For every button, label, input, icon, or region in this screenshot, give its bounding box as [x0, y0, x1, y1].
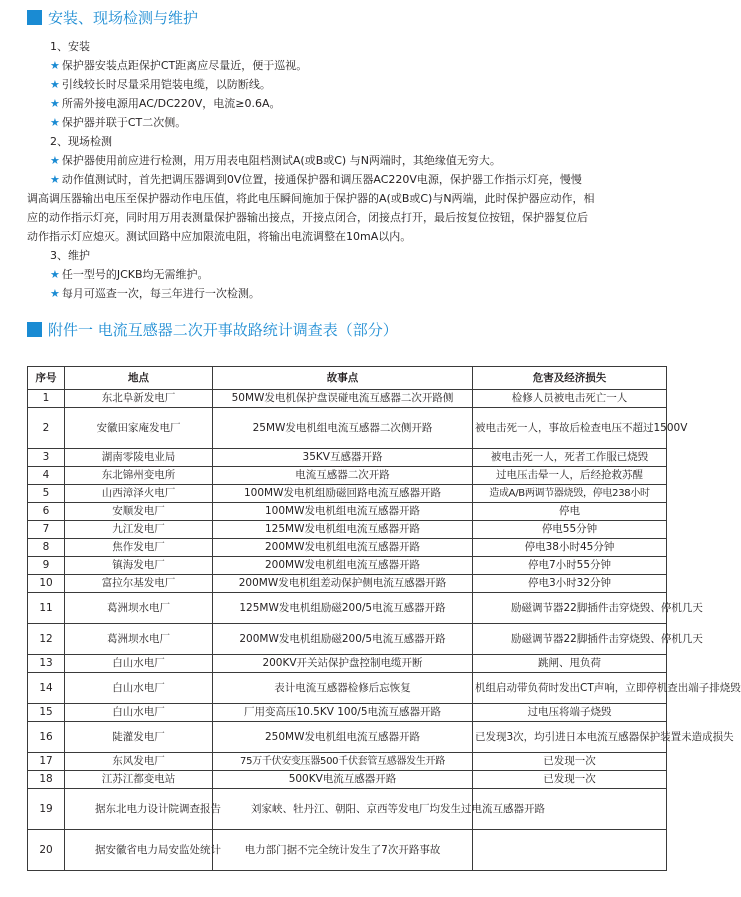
cell-loss: 跳闸、甩负荷 — [473, 655, 667, 673]
cell-no: 20 — [28, 830, 65, 871]
table-row — [28, 467, 667, 485]
cell-loss: 过电压将端子烧毁 — [473, 704, 667, 722]
cell-fault: 200MW发电机组差动保护侧电流互感器开路 — [213, 575, 473, 593]
cell-place: 东北锦州变电所 — [65, 467, 213, 485]
cell-no: 18 — [28, 771, 65, 789]
fault-statistics-table — [27, 366, 741, 871]
cell-fault: 125MW发电机组励磁200/5电流互感器开路 — [213, 593, 473, 624]
cell-fault: 刘家峡、牡丹江、朝阳、京西等发电厂均发生过电流互感器开路 — [213, 789, 473, 830]
cell-place: 镇海发电厂 — [65, 557, 213, 575]
header-loss: 危害及经济损失 — [473, 367, 667, 390]
cell-loss: 已发现一次 — [473, 771, 667, 789]
test-item: ★ 保护器使用前应进行检测，用万用表电阻档测试A(或B或C) 与N两端时，其绝缘值无穷大。 — [50, 154, 501, 167]
cell-place: 江苏江都变电站 — [65, 771, 213, 789]
cell-fault: 200MW发电机组励磁200/5电流互感器开路 — [213, 624, 473, 655]
cell-loss: 停电38小时45分钟 — [473, 539, 667, 557]
cell-fault: 200KV开关站保护盘控制电缆开断 — [213, 655, 473, 673]
table-row — [28, 722, 667, 753]
test-paragraph-line: 调高调压器输出电压至保护器动作电压值，将此电压瞬间施加于保护器的A(或B或C)与N两端，此时保护器应动作，相 — [27, 192, 595, 205]
table-row — [28, 521, 667, 539]
install-item: ★ 所需外接电源用AC/DC220V，电流≥0.6A。 — [50, 97, 281, 110]
cell-loss: 已发现一次 — [473, 753, 667, 771]
cell-no: 1 — [28, 390, 65, 408]
test-paragraph-line: ★ 动作值测试时，首先把调压器调到0V位置，接通保护器和调压器AC220V电源，保护器工作指示灯亮，慢慢 — [50, 173, 582, 186]
test-paragraph-line: 动作指示灯应熄灭。测试回路中应加限流电阻，将输出电流调整在10mA以内。 — [27, 230, 412, 243]
cell-no: 3 — [28, 449, 65, 467]
table-row — [28, 753, 667, 771]
table-row — [28, 390, 667, 408]
section-square-icon — [27, 322, 42, 337]
cell-place: 安徽田家庵发电厂 — [65, 408, 213, 449]
section-heading-appendix — [27, 318, 398, 340]
cell-no: 17 — [28, 753, 65, 771]
cell-fault: 500KV电流互感器开路 — [213, 771, 473, 789]
star-icon: ★ — [50, 59, 60, 72]
cell-loss: 被电击死一人，事故后检查电压不超过1500V — [473, 408, 667, 449]
table-row — [28, 575, 667, 593]
cell-loss: 停电55分钟 — [473, 521, 667, 539]
cell-no: 6 — [28, 503, 65, 521]
table-row — [28, 557, 667, 575]
section-title: 附件一 电流互感器二次开事故路统计调查表（部分） — [48, 320, 398, 339]
table-row — [28, 789, 667, 830]
table-row — [28, 539, 667, 557]
cell-fault: 200MW发电机组电流互感器开路 — [213, 557, 473, 575]
header-place: 地点 — [65, 367, 213, 390]
header-no: 序号 — [28, 367, 65, 390]
cell-fault: 200MW发电机组电流互感器开路 — [213, 539, 473, 557]
table-row — [28, 593, 667, 624]
section-square-icon — [27, 10, 42, 25]
cell-fault: 电流互感器二次开路 — [213, 467, 473, 485]
table-row — [28, 624, 667, 655]
cell-place: 白山水电厂 — [65, 655, 213, 673]
install-item: ★ 保护器安装点距保护CT距离应尽量近，便于巡视。 — [50, 59, 308, 72]
cell-no: 11 — [28, 593, 65, 624]
test-paragraph-line: 应的动作指示灯亮，同时用万用表测量保护器输出接点，开接点闭合，闭接点打开，最后按复位按钮，保护器复位后 — [27, 211, 588, 224]
cell-fault: 表计电流互感器检修后忘恢复 — [213, 673, 473, 704]
cell-place: 山西漳泽火电厂 — [65, 485, 213, 503]
cell-fault: 35KV互感器开路 — [213, 449, 473, 467]
table-header-row — [28, 367, 667, 390]
cell-no: 4 — [28, 467, 65, 485]
cell-place: 东风发电厂 — [65, 753, 213, 771]
table-row — [28, 673, 667, 704]
cell-no: 12 — [28, 624, 65, 655]
cell-fault: 25MW发电机组电流互感器二次侧开路 — [213, 408, 473, 449]
table-row — [28, 503, 667, 521]
cell-no: 10 — [28, 575, 65, 593]
cell-loss: 造成A/B两调节器烧毁，停电238小时 — [473, 485, 667, 503]
section-title: 安装、现场检测与维护 — [48, 8, 199, 27]
section-heading-install — [27, 6, 198, 28]
install-item: ★ 保护器并联于CT二次侧。 — [50, 116, 187, 129]
maint-item: ★ 任一型号的JCKB均无需维护。 — [50, 268, 209, 281]
cell-place: 白山水电厂 — [65, 673, 213, 704]
cell-place: 安顺发电厂 — [65, 503, 213, 521]
cell-loss: 停电7小时55分钟 — [473, 557, 667, 575]
cell-no: 7 — [28, 521, 65, 539]
cell-no: 13 — [28, 655, 65, 673]
cell-fault: 厂用变高压10.5KV 100/5电流互感器开路 — [213, 704, 473, 722]
cell-loss: 励磁调节器22脚插件击穿烧毁、停机几天 — [473, 593, 667, 624]
cell-place: 据东北电力设计院调查报告 — [65, 789, 213, 830]
header-fault: 故事点 — [213, 367, 473, 390]
cell-place: 湖南零陵电业局 — [65, 449, 213, 467]
table-row — [28, 449, 667, 467]
test-heading: 2、现场检测 — [50, 135, 112, 148]
cell-fault: 250MW发电机组电流互感器开路 — [213, 722, 473, 753]
cell-fault: 100MW发电机组励磁回路电流互感器开路 — [213, 485, 473, 503]
cell-fault: 125MW发电机组电流互感器开路 — [213, 521, 473, 539]
table-row — [28, 655, 667, 673]
cell-no: 8 — [28, 539, 65, 557]
cell-fault: 电力部门据不完全统计发生了7次开路事故 — [213, 830, 473, 871]
cell-place: 葛洲坝水电厂 — [65, 593, 213, 624]
cell-fault: 75万千伏安变压器500千伏套管互感器发生开路 — [213, 753, 473, 771]
star-icon: ★ — [50, 78, 60, 91]
cell-place: 葛洲坝水电厂 — [65, 624, 213, 655]
cell-place: 焦作发电厂 — [65, 539, 213, 557]
table-row — [28, 408, 667, 449]
cell-loss: 过电压击晕一人，后经抢救苏醒 — [473, 467, 667, 485]
star-icon: ★ — [50, 116, 60, 129]
cell-no: 5 — [28, 485, 65, 503]
cell-loss — [473, 830, 667, 871]
cell-place: 陡灌发电厂 — [65, 722, 213, 753]
install-item: ★ 引线较长时尽量采用铠装电缆，以防断线。 — [50, 78, 271, 91]
table-row — [28, 830, 667, 871]
star-icon: ★ — [50, 173, 60, 186]
cell-place: 据安徽省电力局安监处统计 — [65, 830, 213, 871]
cell-place: 白山水电厂 — [65, 704, 213, 722]
cell-fault: 50MW发电机保护盘误碰电流互感器二次开路侧 — [213, 390, 473, 408]
cell-no: 15 — [28, 704, 65, 722]
cell-loss: 机组启动带负荷时发出CT声响，立即停机查出端子排烧毁 — [473, 673, 667, 704]
install-heading: 1、安装 — [50, 40, 90, 53]
cell-place: 九江发电厂 — [65, 521, 213, 539]
star-icon: ★ — [50, 268, 60, 281]
star-icon: ★ — [50, 97, 60, 110]
cell-no: 16 — [28, 722, 65, 753]
star-icon: ★ — [50, 154, 60, 167]
cell-no: 19 — [28, 789, 65, 830]
cell-loss: 已发现3次，均引进日本电流互感器保护装置未造成损失 — [473, 722, 667, 753]
cell-loss: 停电 — [473, 503, 667, 521]
cell-fault: 100MW发电机组电流互感器开路 — [213, 503, 473, 521]
maint-item: ★ 每月可巡查一次，每三年进行一次检测。 — [50, 287, 260, 300]
table-row — [28, 485, 667, 503]
cell-loss: 被电击死一人，死者工作服已烧毁 — [473, 449, 667, 467]
cell-no: 2 — [28, 408, 65, 449]
cell-no: 9 — [28, 557, 65, 575]
cell-no: 14 — [28, 673, 65, 704]
table-row — [28, 771, 667, 789]
cell-place: 东北阜新发电厂 — [65, 390, 213, 408]
cell-loss: 励磁调节器22脚插件击穿烧毁、停机几天 — [473, 624, 667, 655]
cell-place: 富拉尔基发电厂 — [65, 575, 213, 593]
cell-loss: 检修人员被电击死亡一人 — [473, 390, 667, 408]
cell-loss: 停电3小时32分钟 — [473, 575, 667, 593]
star-icon: ★ — [50, 287, 60, 300]
table-row — [28, 704, 667, 722]
maint-heading: 3、维护 — [50, 249, 90, 262]
